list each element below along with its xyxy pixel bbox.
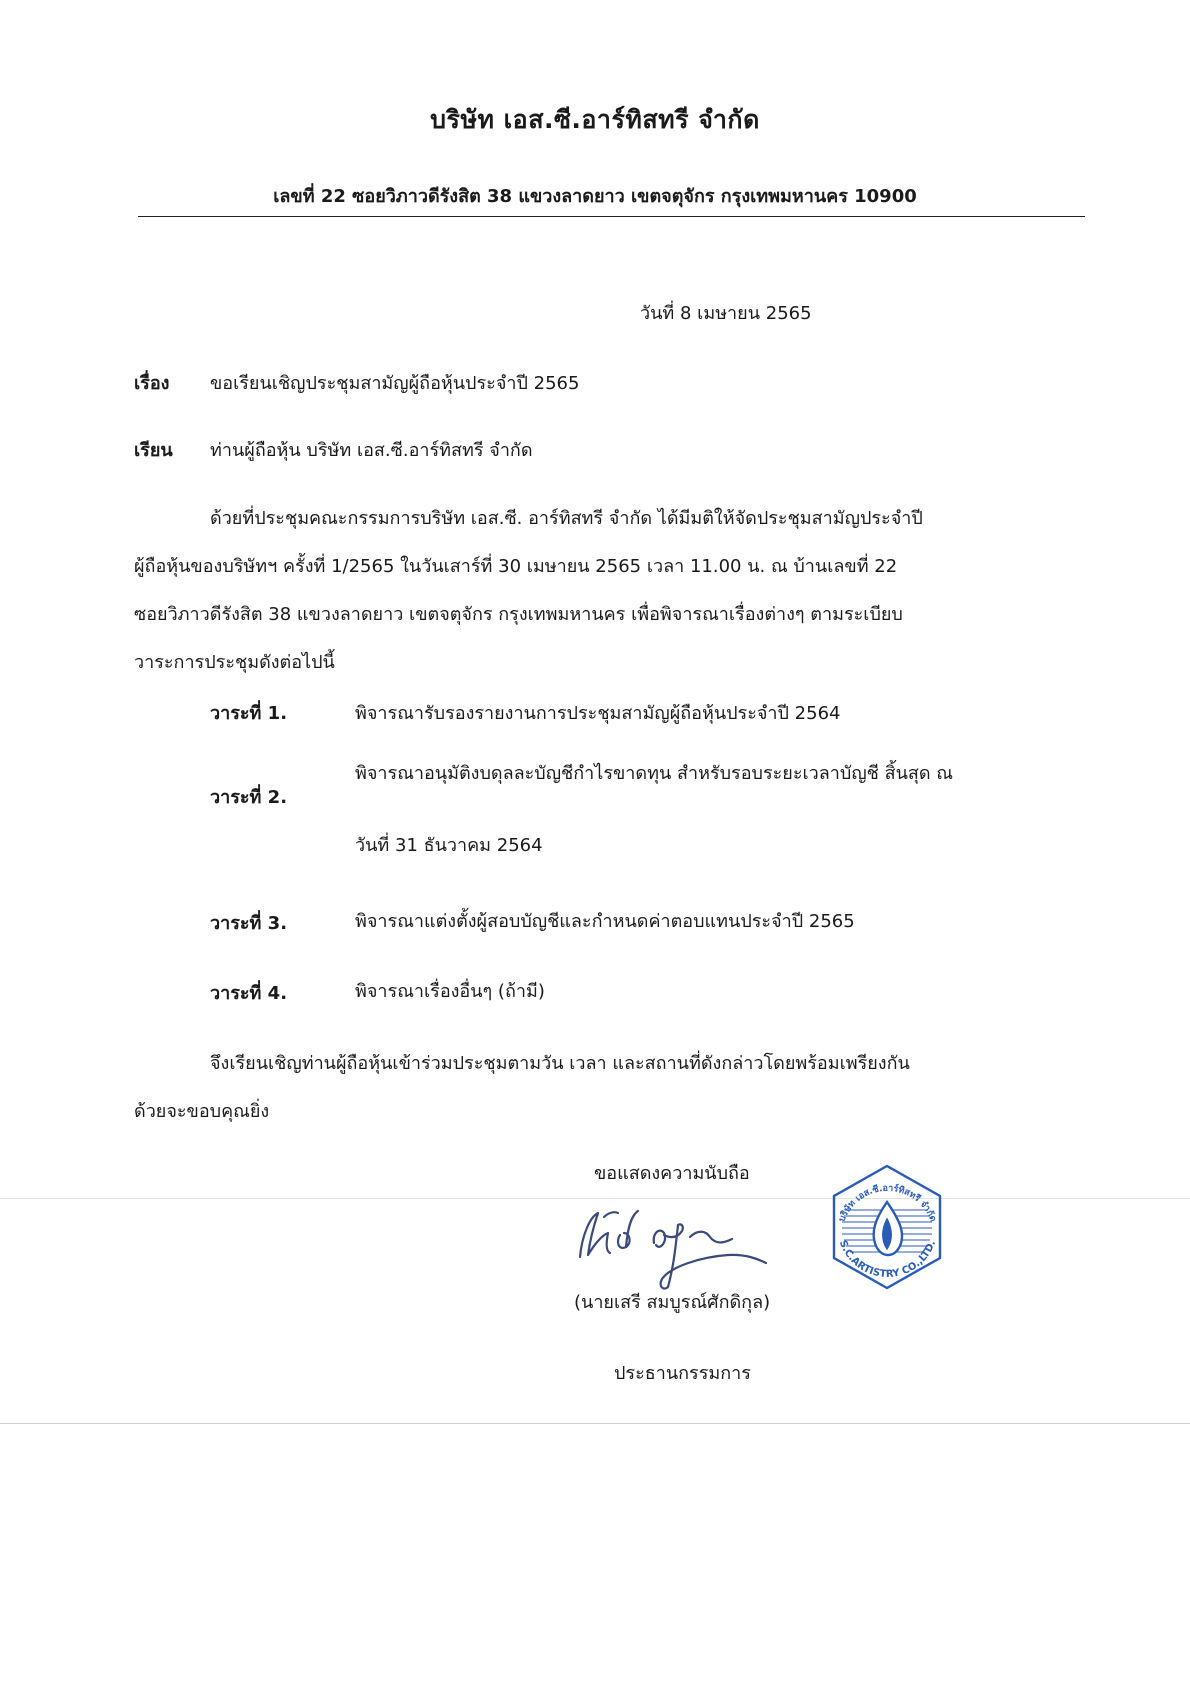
header-divider — [138, 216, 1085, 217]
intro-line: วาระการประชุมดังต่อไปนี้ — [134, 652, 335, 673]
signer-title: ประธานกรรมการ — [614, 1363, 751, 1384]
scan-artifact-line — [0, 1423, 1190, 1424]
company-seal-image — [820, 1160, 955, 1295]
agenda-text: พิจารณารับรองรายงานการประชุมสามัญผู้ถือหุ้นประจำปี 2564 — [355, 703, 841, 724]
seal-text-bottom-path: S.C.ARTISTRY CO.,LTD. — [836, 1238, 939, 1281]
closing-paragraph — [134, 1040, 1054, 1136]
signature-image — [560, 1195, 810, 1295]
intro-paragraph — [134, 495, 1054, 687]
agenda-label: วาระที่ 3. — [210, 913, 288, 934]
company-name: บริษัท เอส.ซี.อาร์ทิสทรี จำกัด — [430, 105, 760, 134]
subject-row — [134, 368, 579, 397]
intro-line: ผู้ถือหุ้นของบริษัทฯ ครั้งที่ 1/2565 ในวันเสาร์ที่ 30 เมษายน 2565 เวลา 11.00 น. ณ บ้านเลขที่ 22 — [134, 556, 898, 577]
subject-label: เรื่อง — [134, 373, 170, 394]
agenda-label: วาระที่ 4. — [210, 983, 288, 1004]
intro-line: ด้วยที่ประชุมคณะกรรมการบริษัท เอส.ซี. อาร์ทิสทรี จำกัด ได้มีมติให้จัดประชุมสามัญประจำปี — [210, 508, 923, 529]
agenda-text — [355, 738, 1055, 882]
agenda-text-line: วันที่ 31 ธันวาคม 2564 — [355, 835, 543, 856]
recipient-row — [134, 435, 533, 464]
company-address: เลขที่ 22 ซอยวิภาวดีรังสิต 38 แขวงลาดยาว เขตจตุจักร กรุงเทพมหานคร 10900 — [273, 186, 917, 207]
agenda-item-4 — [210, 978, 1055, 1007]
agenda-text: พิจารณาแต่งตั้งผู้สอบบัญชีและกำหนดค่าตอบแทนประจำปี 2565 — [355, 911, 855, 932]
agenda-text: พิจารณาเรื่องอื่นๆ (ถ้ามี) — [355, 981, 545, 1002]
subject-value: ขอเรียนเชิญประชุมสามัญผู้ถือหุ้นประจำปี 2565 — [210, 373, 580, 394]
agenda-label: วาระที่ 2. — [210, 787, 288, 808]
agenda-label: วาระที่ 1. — [210, 703, 288, 724]
intro-line: ซอยวิภาวดีรังสิต 38 แขวงลาดยาว เขตจตุจักร กรุงเทพมหานคร เพื่อพิจารณาเรื่องต่างๆ ตามระเบียบ — [134, 604, 903, 625]
agenda-text-line: พิจารณาอนุมัติงบดุลละบัญชีกำไรขาดทุน สำหรับรอบระยะเวลาบัญชี สิ้นสุด ณ — [355, 763, 953, 784]
agenda-item-3 — [210, 908, 1055, 937]
closing-line: ด้วยจะขอบคุณยิ่ง — [134, 1101, 270, 1122]
letter-date: วันที่ 8 เมษายน 2565 — [640, 303, 812, 324]
recipient-label: เรียน — [134, 440, 173, 461]
signer-name: (นายเสรี สมบูรณ์ศักดิกุล) — [574, 1292, 771, 1313]
seal-text-top-path: บริษัท เอส.ซี.อาร์ทิสทรี จำกัด — [837, 1183, 938, 1224]
recipient-value: ท่านผู้ถือหุ้น บริษัท เอส.ซี.อาร์ทิสทรี จำกัด — [210, 440, 533, 461]
closing-line: จึงเรียนเชิญท่านผู้ถือหุ้นเข้าร่วมประชุมตามวัน เวลา และสถานที่ดังกล่าวโดยพร้อมเพรียงกัน — [210, 1053, 910, 1074]
agenda-item-1 — [210, 700, 1055, 728]
regards-text: ขอแสดงความนับถือ — [594, 1163, 750, 1184]
agenda-item-2 — [210, 760, 1055, 904]
